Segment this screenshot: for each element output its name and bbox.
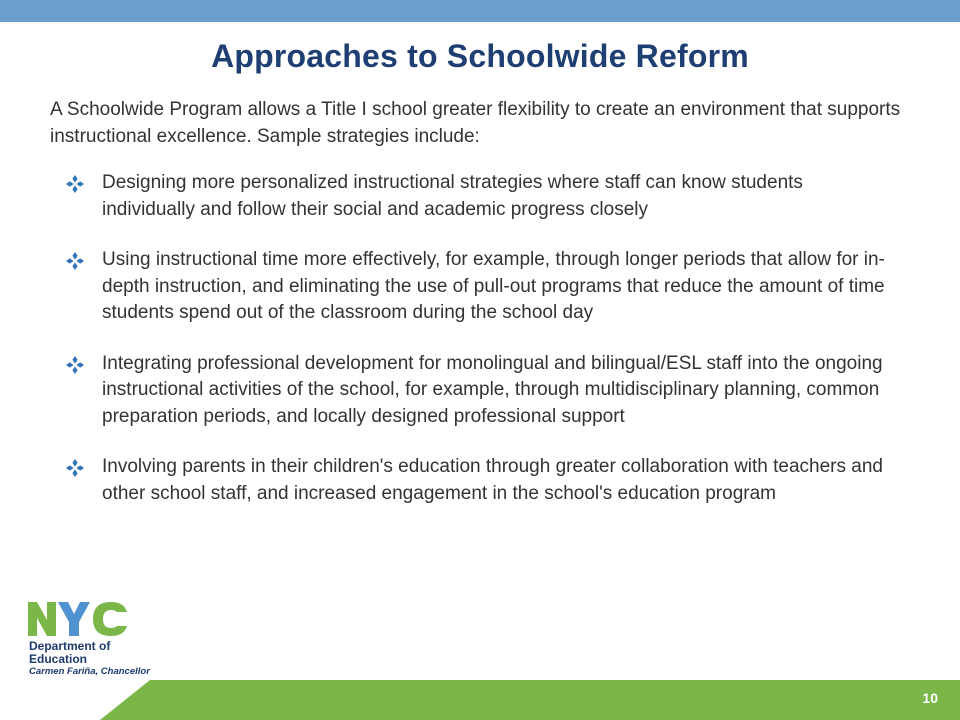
slide-title: Approaches to Schoolwide Reform bbox=[211, 38, 749, 74]
strategy-item bbox=[66, 351, 896, 431]
intro-paragraph: A Schoolwide Program allows a Title I school greater flexibility to create an environment that supports instructional excellence. Sample strategies include: bbox=[50, 99, 901, 147]
nyc-logo-mark bbox=[27, 600, 129, 638]
strategy-text: Designing more personalized instructional strategies where staff can know students individually and follow their social and academic progress closely bbox=[102, 172, 803, 220]
four-diamond-bullet-icon bbox=[66, 175, 84, 193]
strategy-text: Using instructional time more effectively, for example, through longer periods that allow for in-depth instruction, and eliminating the use of pull-out programs that reduce the amount of time students spend out of the classroom during the school day bbox=[102, 249, 885, 323]
page-number: 10 bbox=[922, 690, 938, 706]
four-diamond-bullet-icon bbox=[66, 252, 84, 270]
logo-department-text: Department of Education bbox=[29, 639, 111, 666]
top-accent-bar bbox=[0, 0, 960, 22]
logo-chancellor-text: Carmen Fariña, Chancellor bbox=[29, 666, 150, 677]
bottom-green-band bbox=[0, 680, 960, 720]
strategy-item bbox=[66, 247, 896, 327]
strategy-text: Involving parents in their children's education through greater collaboration with teachers and other school staff, and increased engagement in the school's education program bbox=[102, 456, 883, 504]
strategy-item bbox=[66, 454, 896, 507]
strategy-text: Integrating professional development for monolingual and bilingual/ESL staff into the ongoing instructional activities of the school, for example, through multidisciplinary planning, common preparation periods, and locally designed professional support bbox=[102, 352, 883, 427]
four-diamond-bullet-icon bbox=[66, 459, 84, 477]
strategy-item bbox=[66, 170, 896, 223]
four-diamond-bullet-icon bbox=[66, 356, 84, 374]
nyc-doe-logo bbox=[27, 600, 150, 680]
strategy-list bbox=[66, 170, 896, 531]
